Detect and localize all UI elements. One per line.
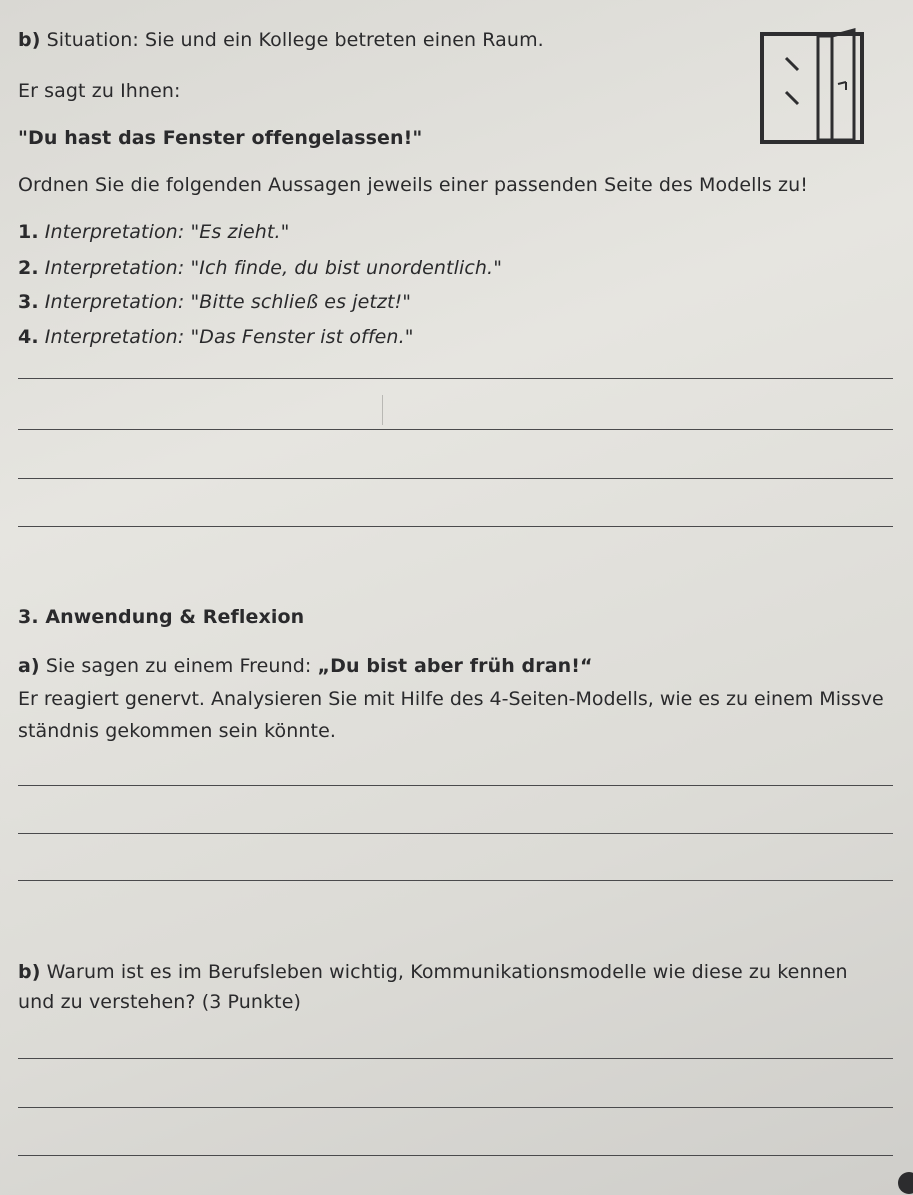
task-a-line2: Er reagiert genervt. Analysieren Sie mit Hilfe des 4-Seiten-Modells, wie es zu einem Missve — [18, 688, 884, 710]
interpretation-num: 1. — [18, 221, 39, 243]
interpretation-item — [18, 325, 414, 349]
interpretation-text: Interpretation: "Ich finde, du bist unordentlich." — [44, 257, 503, 279]
task-b-line2: und zu verstehen? (3 Punkte) — [18, 991, 302, 1013]
task-a-quote: „Du bist aber früh dran!“ — [317, 655, 593, 677]
task-a-line3: ständnis gekommen sein könnte. — [18, 720, 337, 742]
task-a-text: Sie sagen zu einem Freund: — [45, 655, 318, 677]
answer-line[interactable] — [18, 378, 893, 379]
interpretation-text: Interpretation: "Das Fenster ist offen." — [44, 326, 414, 348]
interpretation-text: Interpretation: "Bitte schließ es jetzt!" — [44, 291, 412, 313]
pencil-mark — [382, 395, 383, 425]
interpretation-item — [18, 256, 502, 280]
answer-line[interactable] — [18, 526, 893, 527]
situation-label: b) — [18, 29, 41, 51]
task-a-label: a) — [18, 655, 40, 677]
interpretation-text: Interpretation: "Es zieht." — [44, 221, 290, 243]
interpretation-num: 3. — [18, 291, 39, 313]
answer-line[interactable] — [18, 478, 893, 479]
section-heading: 3. Anwendung & Reflexion — [18, 606, 305, 628]
task-b-label: b) — [18, 961, 41, 983]
interpretation-item — [18, 290, 411, 314]
answer-line[interactable] — [18, 880, 893, 881]
answer-line[interactable] — [18, 785, 893, 786]
interpretation-num: 4. — [18, 326, 39, 348]
task-b-text: Warum ist es im Berufsleben wichtig, Kommunikationsmodelle wie diese zu kennen — [46, 961, 848, 983]
interpretation-num: 2. — [18, 257, 39, 279]
quote-text: "Du hast das Fenster offengelassen!" — [18, 127, 423, 149]
ink-blot — [898, 1172, 913, 1194]
answer-line[interactable] — [18, 833, 893, 834]
situation-text: Situation: Sie und ein Kollege betreten einen Raum. — [46, 29, 544, 51]
task-b-line — [18, 960, 848, 984]
answer-line[interactable] — [18, 1107, 893, 1108]
interpretation-item — [18, 220, 289, 244]
window-icon — [752, 28, 870, 146]
says-text: Er sagt zu Ihnen: — [18, 80, 181, 102]
situation-line — [18, 28, 544, 52]
answer-line[interactable] — [18, 1155, 893, 1156]
answer-line[interactable] — [18, 429, 893, 430]
instruction-text: Ordnen Sie die folgenden Aussagen jeweils einer passenden Seite des Modells zu! — [18, 174, 808, 196]
task-a-line — [18, 654, 593, 678]
answer-line[interactable] — [18, 1058, 893, 1059]
